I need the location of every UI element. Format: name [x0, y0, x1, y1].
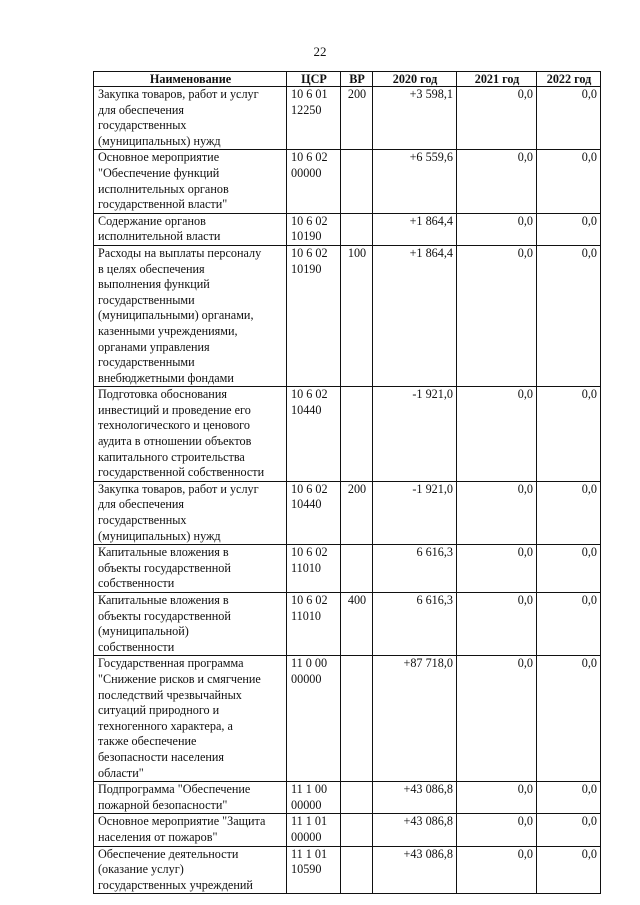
- row-name-line: Подготовка обоснования: [98, 387, 227, 402]
- row-csr-cell: [287, 545, 341, 593]
- row-csr-cell: [287, 387, 341, 482]
- row-2021-cell: 0,0: [457, 545, 537, 593]
- row-name-line: ситуаций природного и: [98, 703, 220, 718]
- row-csr-cell: [287, 782, 341, 814]
- row-2021-cell: 0,0: [457, 245, 537, 386]
- row-name-line: органами управления: [98, 339, 210, 354]
- row-2022-cell: 0,0: [537, 814, 601, 846]
- row-csr-line: 00000: [291, 797, 322, 812]
- header-name: Наименование: [94, 72, 287, 87]
- row-csr-cell: [287, 656, 341, 782]
- row-2022-cell: 0,0: [537, 545, 601, 593]
- row-name-line: Закупка товаров, работ и услуг: [98, 87, 259, 101]
- table-row: [94, 656, 601, 782]
- row-2020-cell: -1 921,0: [373, 387, 457, 482]
- row-csr-line: 11010: [291, 560, 322, 575]
- row-vr-cell: [341, 782, 373, 814]
- row-name-cell: [94, 213, 287, 245]
- row-csr-line: 10190: [291, 261, 322, 276]
- row-name-line: также обеспечение: [98, 734, 197, 749]
- row-2021-cell: 0,0: [457, 846, 537, 894]
- row-name-cell: [94, 782, 287, 814]
- row-2022-cell: 0,0: [537, 87, 601, 150]
- row-csr-line: 10440: [291, 497, 322, 512]
- row-name-cell: [94, 87, 287, 150]
- row-name-line: (муниципальных) нужд: [98, 528, 221, 543]
- row-csr-line: 10 6 01: [291, 87, 328, 101]
- row-name-line: исполнительной власти: [98, 229, 221, 244]
- row-name-cell: [94, 656, 287, 782]
- row-2022-cell: 0,0: [537, 782, 601, 814]
- row-vr-cell: [341, 213, 373, 245]
- row-name-line: государственными: [98, 292, 195, 307]
- row-name-cell: [94, 593, 287, 656]
- row-name-line: инвестиций и проведение его: [98, 402, 251, 417]
- row-2021-cell: 0,0: [457, 593, 537, 656]
- row-name-line: исполнительных органов: [98, 181, 229, 196]
- row-name-line: Подпрограмма "Обеспечение: [98, 782, 251, 797]
- row-name-line: Расходы на выплаты персоналу: [98, 245, 262, 260]
- row-name-line: Закупка товаров, работ и услуг: [98, 481, 259, 496]
- row-name-line: "Снижение рисков и смягчение: [98, 671, 261, 686]
- table-row: [94, 814, 601, 846]
- row-2020-cell: +43 086,8: [373, 814, 457, 846]
- row-2020-cell: 6 616,3: [373, 545, 457, 593]
- row-name-line: Основное мероприятие "Защита: [98, 814, 266, 829]
- row-csr-line: 10 6 02: [291, 245, 328, 260]
- row-vr-cell: [341, 656, 373, 782]
- table-row: [94, 213, 601, 245]
- row-name-line: государственных: [98, 513, 187, 528]
- row-name-line: выполнения функций: [98, 277, 210, 292]
- row-vr-cell: 100: [341, 245, 373, 386]
- row-csr-cell: [287, 150, 341, 213]
- row-name-line: населения от пожаров": [98, 829, 218, 844]
- row-name-line: для обеспечения: [98, 497, 185, 512]
- row-csr-line: 10 6 02: [291, 545, 328, 560]
- row-vr-cell: [341, 545, 373, 593]
- page-number: 22: [313, 44, 327, 59]
- table-row: [94, 87, 601, 150]
- row-2020-cell: +6 559,6: [373, 150, 457, 213]
- table-row: [94, 545, 601, 593]
- row-name-line: техногенного характера, а: [98, 718, 233, 733]
- row-csr-cell: [287, 814, 341, 846]
- row-csr-line: 10 6 02: [291, 150, 328, 165]
- row-csr-line: 00000: [291, 829, 322, 844]
- row-name-line: государственными: [98, 355, 195, 370]
- row-name-line: области": [98, 765, 144, 780]
- row-name-line: (муниципальными) органами,: [98, 308, 254, 323]
- row-csr-line: 00000: [291, 671, 322, 686]
- row-name-line: пожарной безопасности": [98, 797, 228, 812]
- row-2022-cell: 0,0: [537, 245, 601, 386]
- row-csr-line: 10440: [291, 402, 322, 417]
- row-name-cell: [94, 150, 287, 213]
- row-csr-line: 11010: [291, 608, 322, 623]
- header-csr: ЦСР: [287, 72, 341, 87]
- row-name-line: Основное мероприятие: [98, 150, 220, 165]
- row-name-cell: [94, 545, 287, 593]
- row-name-line: государственных учреждений: [98, 877, 253, 892]
- row-name-line: Обеспечение деятельности: [98, 846, 239, 861]
- row-csr-cell: [287, 481, 341, 544]
- row-name-line: собственности: [98, 639, 175, 654]
- row-name-line: технологического и ценового: [98, 418, 250, 433]
- row-name-line: аудита в отношении объектов: [98, 434, 252, 449]
- row-vr-cell: [341, 846, 373, 894]
- row-2020-cell: +1 864,4: [373, 213, 457, 245]
- row-2021-cell: 0,0: [457, 213, 537, 245]
- row-csr-cell: [287, 87, 341, 150]
- row-csr-line: 10 6 02: [291, 387, 328, 402]
- row-2021-cell: 0,0: [457, 656, 537, 782]
- row-2022-cell: 0,0: [537, 846, 601, 894]
- table-row: [94, 481, 601, 544]
- row-2022-cell: 0,0: [537, 150, 601, 213]
- row-2021-cell: 0,0: [457, 782, 537, 814]
- row-csr-line: 11 1 00: [291, 782, 328, 797]
- row-2020-cell: +1 864,4: [373, 245, 457, 386]
- header-2020: 2020 год: [373, 72, 457, 87]
- header-2022: 2022 год: [537, 72, 601, 87]
- row-vr-cell: [341, 150, 373, 213]
- row-csr-line: 11 1 01: [291, 814, 328, 829]
- table-row: [94, 245, 601, 386]
- row-name-line: (муниципальной): [98, 624, 189, 639]
- row-name-line: (муниципальных) нужд: [98, 133, 221, 148]
- table-row: [94, 593, 601, 656]
- row-2020-cell: +43 086,8: [373, 846, 457, 894]
- table-row: [94, 150, 601, 213]
- table-row: [94, 387, 601, 482]
- table-row: [94, 782, 601, 814]
- row-vr-cell: 200: [341, 481, 373, 544]
- row-2021-cell: 0,0: [457, 87, 537, 150]
- row-name-line: "Обеспечение функций: [98, 165, 220, 180]
- row-name-line: безопасности населения: [98, 749, 225, 764]
- row-2021-cell: 0,0: [457, 814, 537, 846]
- row-csr-cell: [287, 213, 341, 245]
- row-2022-cell: 0,0: [537, 481, 601, 544]
- row-vr-cell: 200: [341, 87, 373, 150]
- row-name-cell: [94, 245, 287, 386]
- row-2020-cell: -1 921,0: [373, 481, 457, 544]
- row-name-line: государственной власти": [98, 197, 228, 212]
- row-name-line: капитального строительства: [98, 449, 245, 464]
- row-csr-cell: [287, 593, 341, 656]
- row-name-line: для обеспечения: [98, 102, 185, 117]
- row-name-line: собственности: [98, 576, 175, 591]
- row-csr-line: 10 6 02: [291, 593, 328, 607]
- row-csr-line: 10 6 02: [291, 481, 328, 496]
- row-name-cell: [94, 814, 287, 846]
- row-name-line: последствий чрезвычайных: [98, 687, 242, 702]
- table-row: [94, 846, 601, 894]
- row-name-line: в целях обеспечения: [98, 261, 205, 276]
- row-name-line: Капитальные вложения в: [98, 545, 229, 560]
- row-2022-cell: 0,0: [537, 387, 601, 482]
- row-2021-cell: 0,0: [457, 150, 537, 213]
- header-vr: ВР: [341, 72, 373, 87]
- row-name-cell: [94, 481, 287, 544]
- row-vr-cell: [341, 814, 373, 846]
- row-csr-line: 10 6 02: [291, 213, 328, 228]
- row-2021-cell: 0,0: [457, 387, 537, 482]
- row-csr-line: 00000: [291, 165, 322, 180]
- row-name-cell: [94, 846, 287, 894]
- row-2020-cell: +87 718,0: [373, 656, 457, 782]
- row-2022-cell: 0,0: [537, 593, 601, 656]
- row-name-line: казенными учреждениями,: [98, 323, 238, 338]
- budget-table: [93, 71, 601, 894]
- row-name-line: государственных: [98, 118, 187, 133]
- row-2022-cell: 0,0: [537, 656, 601, 782]
- row-name-line: Содержание органов: [98, 213, 206, 228]
- row-name-cell: [94, 387, 287, 482]
- row-name-line: внебюджетными фондами: [98, 370, 234, 385]
- row-name-line: Капитальные вложения в: [98, 593, 229, 607]
- header-2021: 2021 год: [457, 72, 537, 87]
- row-name-line: Государственная программа: [98, 656, 244, 671]
- row-csr-cell: [287, 245, 341, 386]
- row-2020-cell: +43 086,8: [373, 782, 457, 814]
- row-name-line: (оказание услуг): [98, 862, 184, 877]
- row-csr-line: 10590: [291, 862, 322, 877]
- row-csr-cell: [287, 846, 341, 894]
- row-name-line: объекты государственной: [98, 560, 231, 575]
- row-csr-line: 12250: [291, 102, 322, 117]
- row-name-line: объекты государственной: [98, 608, 231, 623]
- table-body: [94, 87, 601, 894]
- row-2020-cell: 6 616,3: [373, 593, 457, 656]
- row-vr-cell: 400: [341, 593, 373, 656]
- row-csr-line: 11 1 01: [291, 846, 328, 861]
- row-2021-cell: 0,0: [457, 481, 537, 544]
- row-csr-line: 10190: [291, 229, 322, 244]
- row-name-line: государственной собственности: [98, 465, 265, 480]
- row-vr-cell: [341, 387, 373, 482]
- row-csr-line: 11 0 00: [291, 656, 328, 671]
- row-2022-cell: 0,0: [537, 213, 601, 245]
- row-2020-cell: +3 598,1: [373, 87, 457, 150]
- table-header-row: [94, 72, 601, 87]
